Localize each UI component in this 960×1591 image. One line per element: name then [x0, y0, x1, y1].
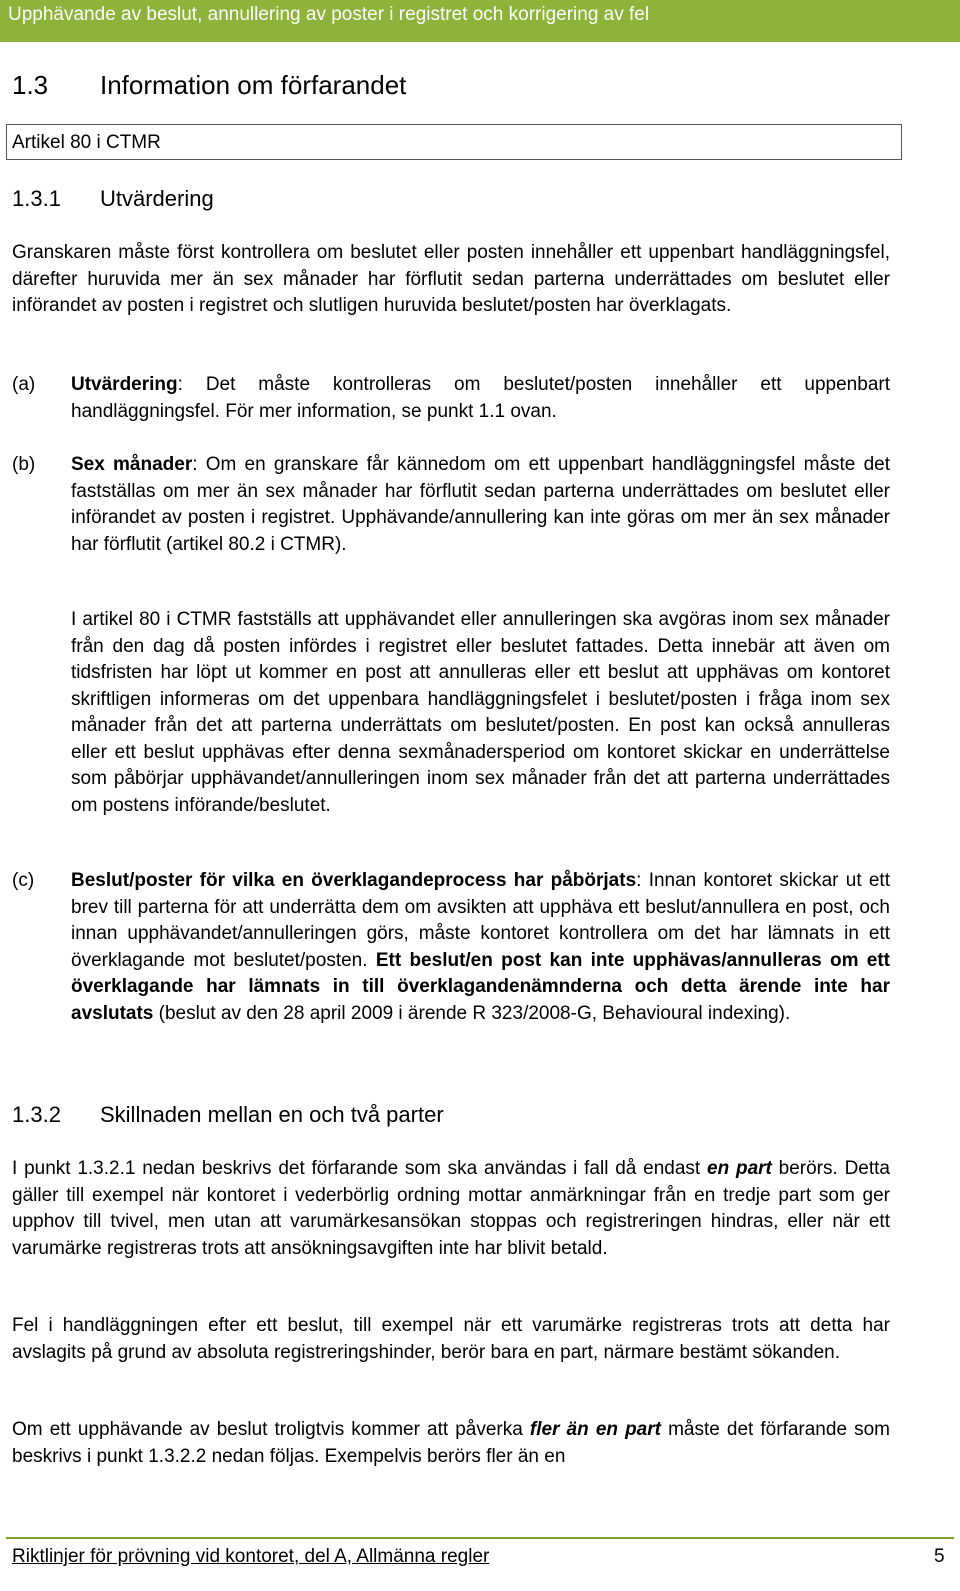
section-heading	[12, 70, 406, 101]
item-label-b: (b)	[12, 454, 36, 475]
paragraph-text: berörs. Detta gäller till exempel när kontoret i vederbörlig ordning mottar anmärkningar från en tredje part som ger upphov till tvivel, men utan att varumärkesansökan stoppas och registreringen hindras, eller när ett varumärke registreras trots att ansökningsavgiften inte har blivit betald.	[12, 1158, 890, 1259]
item-text-b	[71, 452, 890, 558]
footer-title: Riktlinjer för prövning vid kontoret, del A, Allmänna regler	[12, 1546, 490, 1567]
paragraph-text: måste det förfarande som beskrivs i punkt 1.3.2.2 nedan följas. Exempelvis berörs fler än en	[12, 1419, 890, 1467]
item-emphasis-c: Ett beslut/en post kan inte upphävas/annulleras om ett överklagande har lämnats in till överklagandenämnderna och detta ärende inte har avslutats	[71, 949, 891, 1024]
item-text-c	[71, 868, 890, 1027]
subsection-title: Utvärdering	[100, 186, 214, 211]
item-citation-c: (beslut av den 28 april 2009 i ärende R 323/2008-G, Behavioural indexing).	[158, 1002, 791, 1024]
emphasis-en-part: en part	[707, 1158, 772, 1179]
emphasis-fler-an-en-part: fler än en part	[529, 1419, 661, 1440]
intro-paragraph: Granskaren måste först kontrollera om beslutet eller posten innehåller ett uppenbart handläggningsfel, därefter huruvida mer än sex månader har förflutit sedan parterna underrättades om beslutet eller införandet av posten i registret och slutligen huruvida beslutet/posten har överklagats.	[12, 242, 890, 316]
page-number: 5	[934, 1546, 945, 1567]
item-term-c: Beslut/poster för vilka en överklagandeprocess har påbörjats	[71, 870, 637, 891]
subsection-heading-1-3-1	[12, 186, 214, 212]
subsection-heading-1-3-2	[12, 1102, 444, 1128]
item-label-a: (a)	[12, 374, 36, 395]
subsection-number: 1.3.2	[12, 1102, 61, 1127]
item-body-c: : Innan kontoret skickar ut ett brev till parterna för att underrätta dem om avsikten att upphäva ett beslut/annullera en post, och innan upphävandet/annulleringen görs, måste kontoret kontrollera om det har lämnats in ett överklagande mot beslutet/posten.	[71, 870, 890, 971]
section-number: 1.3	[12, 70, 49, 100]
section-title: Information om förfarandet	[100, 70, 407, 100]
paragraph-text: I punkt 1.3.2.1 nedan beskrivs det förfarande som ska användas i fall då endast	[12, 1158, 707, 1179]
item-text-a	[71, 372, 890, 425]
subsection-number: 1.3.1	[12, 186, 61, 211]
item-body-b: : Om en granskare får kännedom om ett uppenbart handläggningsfel måste det fastställas om mer än sex månader har förflutit sedan parterna underrättades om beslutet eller införandet av posten i registret. Upphävande/annullering kan inte göras om mer än sex månader har förflutit (artikel 80.2 i CTMR).	[71, 454, 890, 555]
paragraph-multiple-parties	[12, 1417, 890, 1470]
paragraph-procedural-error: Fel i handläggningen efter ett beslut, till exempel när ett varumärke registreras trots att detta har avslagits på grund av absoluta registreringshinder, berör bara en part, närmare bestämt sökanden.	[12, 1315, 890, 1363]
running-header: Upphävande av beslut, annullering av poster i registret och korrigering av fel	[8, 4, 650, 25]
item-body-a: : Det måste kontrolleras om beslutet/posten innehåller ett uppenbart handläggningsfel. För mer information, se punkt 1.1 ovan.	[71, 374, 890, 422]
item-label-c: (c)	[12, 870, 35, 891]
footer-divider	[6, 1537, 954, 1539]
subsection-title: Skillnaden mellan en och två parter	[100, 1102, 444, 1127]
item-term-a: Utvärdering	[71, 374, 178, 395]
paragraph-text: Om ett upphävande av beslut troligtvis kommer att påverka	[12, 1419, 530, 1440]
item-term-b: Sex månader	[71, 454, 193, 475]
article-reference: Artikel 80 i CTMR	[12, 132, 161, 153]
item-b-extra-paragraph: I artikel 80 i CTMR fastställs att upphävandet eller annulleringen ska avgöras inom sex månader från den dag då posten infördes i registret eller beslutet fattades. Detta innebär att även om tidsfristen har löpt ut kommer en post att annulleras eller ett beslut att upphävas om kontoret skriftligen informeras om det uppenbara handläggningsfelet i beslutet/posten i fråga inom sex månader från det att parterna underrättats om beslutet/posten. En post kan också annulleras eller ett beslut upphävas efter denna sexmånadersperiod om kontoret skickar en underrättelse som påbörjar upphävandet/annulleringen inom sex månader från det att parterna underrättades om postens införande/beslutet.	[71, 609, 890, 816]
paragraph-one-party	[12, 1156, 890, 1262]
